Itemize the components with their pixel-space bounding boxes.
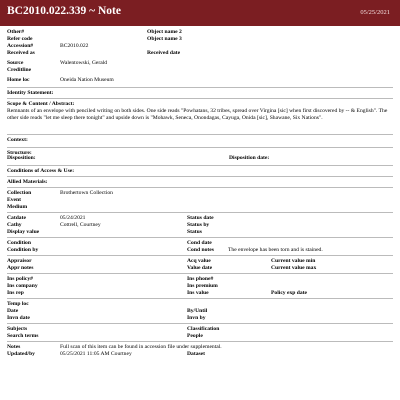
dataset-label: Dataset — [187, 350, 206, 357]
policy-exp-label: Policy exp date — [271, 289, 308, 296]
structure-label: Structure: — [7, 149, 32, 156]
condition-by-label: Condition by — [7, 246, 39, 253]
invn-by-label: Invn by — [187, 314, 206, 321]
title-bar — [0, 0, 400, 26]
condition-label: Condition — [7, 239, 31, 246]
acq-value-label: Acq value — [187, 257, 211, 264]
source-label: Source — [7, 60, 24, 66]
conditions-label: Conditions of Access & Use: — [7, 167, 75, 174]
display-value-label: Display value — [7, 228, 40, 235]
classification-label: Classification — [187, 325, 220, 332]
updated-by-label: Updated/by — [7, 350, 35, 357]
home-loc-value: Oneida Nation Museum — [60, 77, 114, 83]
status-date-label: Status date — [187, 214, 214, 221]
ins-value-label: Ins value — [187, 289, 209, 296]
status-by-label: Status by — [187, 221, 210, 228]
creditline-label: Creditline — [7, 67, 32, 73]
ins-policy-label: Ins policy# — [7, 275, 33, 282]
invn-date-label: Invn date — [7, 314, 30, 321]
current-value-min-label: Current value min — [271, 257, 316, 264]
catdate-value: 05/24/2021 — [60, 214, 86, 221]
allied-label: Allied Materials: — [7, 178, 48, 185]
cond-date-label: Cond date — [187, 239, 212, 246]
appr-notes-label: Appr notes — [7, 264, 34, 271]
accession-value: BC2010.022 — [60, 43, 89, 49]
object-name3-label: Object name 3 — [147, 36, 182, 42]
collection-value: Brothertown Collection — [60, 189, 113, 196]
medium-label: Medium — [7, 203, 28, 210]
notes-value: Full scan of this item can be found in accession file under supplemental. — [60, 343, 222, 350]
refer-code-label: Refer code — [7, 36, 33, 42]
subjects-label: Subjects — [7, 325, 28, 332]
collection-label: Collection — [7, 189, 32, 196]
disposition-label: Disposition: — [7, 154, 36, 161]
value-date-label: Value date — [187, 264, 213, 271]
object-name2-label: Object name 2 — [147, 29, 182, 35]
disposition-date-label: Disposition date: — [229, 154, 270, 161]
current-value-max-label: Current value max — [271, 264, 317, 271]
ins-company-label: Ins company — [7, 282, 38, 289]
updated-by-value: 05/25/2021 11:05 AM Courtney — [60, 350, 132, 357]
cathy-value: Cottrell, Courtney — [60, 221, 101, 228]
cond-notes-label: Cond notes — [187, 246, 214, 253]
page-title: BC2010.022.339 ~ Note — [7, 5, 121, 17]
event-label: Event — [7, 196, 21, 203]
accession-label: Accession# — [7, 43, 34, 49]
appraisor-label: Appraisor — [7, 257, 32, 264]
scope-text: Remnants of an envelope with penciled writing on both sides. One side reads "Powhatans, 32 tribes, spread over Virgina [sic] when first discovered by -- & English". The other side reads "let me sleep there tonight" and upside down is "Mohawk, Seneca, Onondagas, Cayuga, Onida [sic], Shawane, Six Nations". — [7, 108, 388, 121]
ins-rep-label: Ins rep — [7, 289, 24, 296]
received-date-label: Received date — [147, 50, 181, 56]
ins-phone-label: Ins phone# — [187, 275, 214, 282]
context-label: Context: — [7, 136, 28, 143]
cathy-label: Cathy — [7, 221, 22, 228]
catdate-label: Catdate — [7, 214, 26, 221]
source-value: Walentowski, Gerald — [60, 60, 108, 66]
date-label: Date — [7, 307, 19, 314]
search-terms-label: Search terms — [7, 332, 39, 339]
record-body — [0, 26, 400, 356]
header-date: 05/25/2021 — [360, 9, 390, 16]
ins-premium-label: Ins premium — [187, 282, 218, 289]
other-label: Other# — [7, 29, 25, 35]
by-until-label: By/Until — [187, 307, 208, 314]
received-as-label: Received as — [7, 50, 35, 56]
identity-label: Identity Statement: — [7, 90, 54, 96]
people-label: People — [187, 332, 203, 339]
temp-loc-label: Temp loc — [7, 300, 29, 307]
cond-notes-value: The envelope has been torn and is stained. — [228, 246, 323, 253]
home-loc-label: Home loc — [7, 77, 30, 83]
scope-label: Scope & Content / Abstract: — [7, 101, 75, 107]
status-label: Status — [187, 228, 202, 235]
notes-label: Notes — [7, 343, 21, 350]
